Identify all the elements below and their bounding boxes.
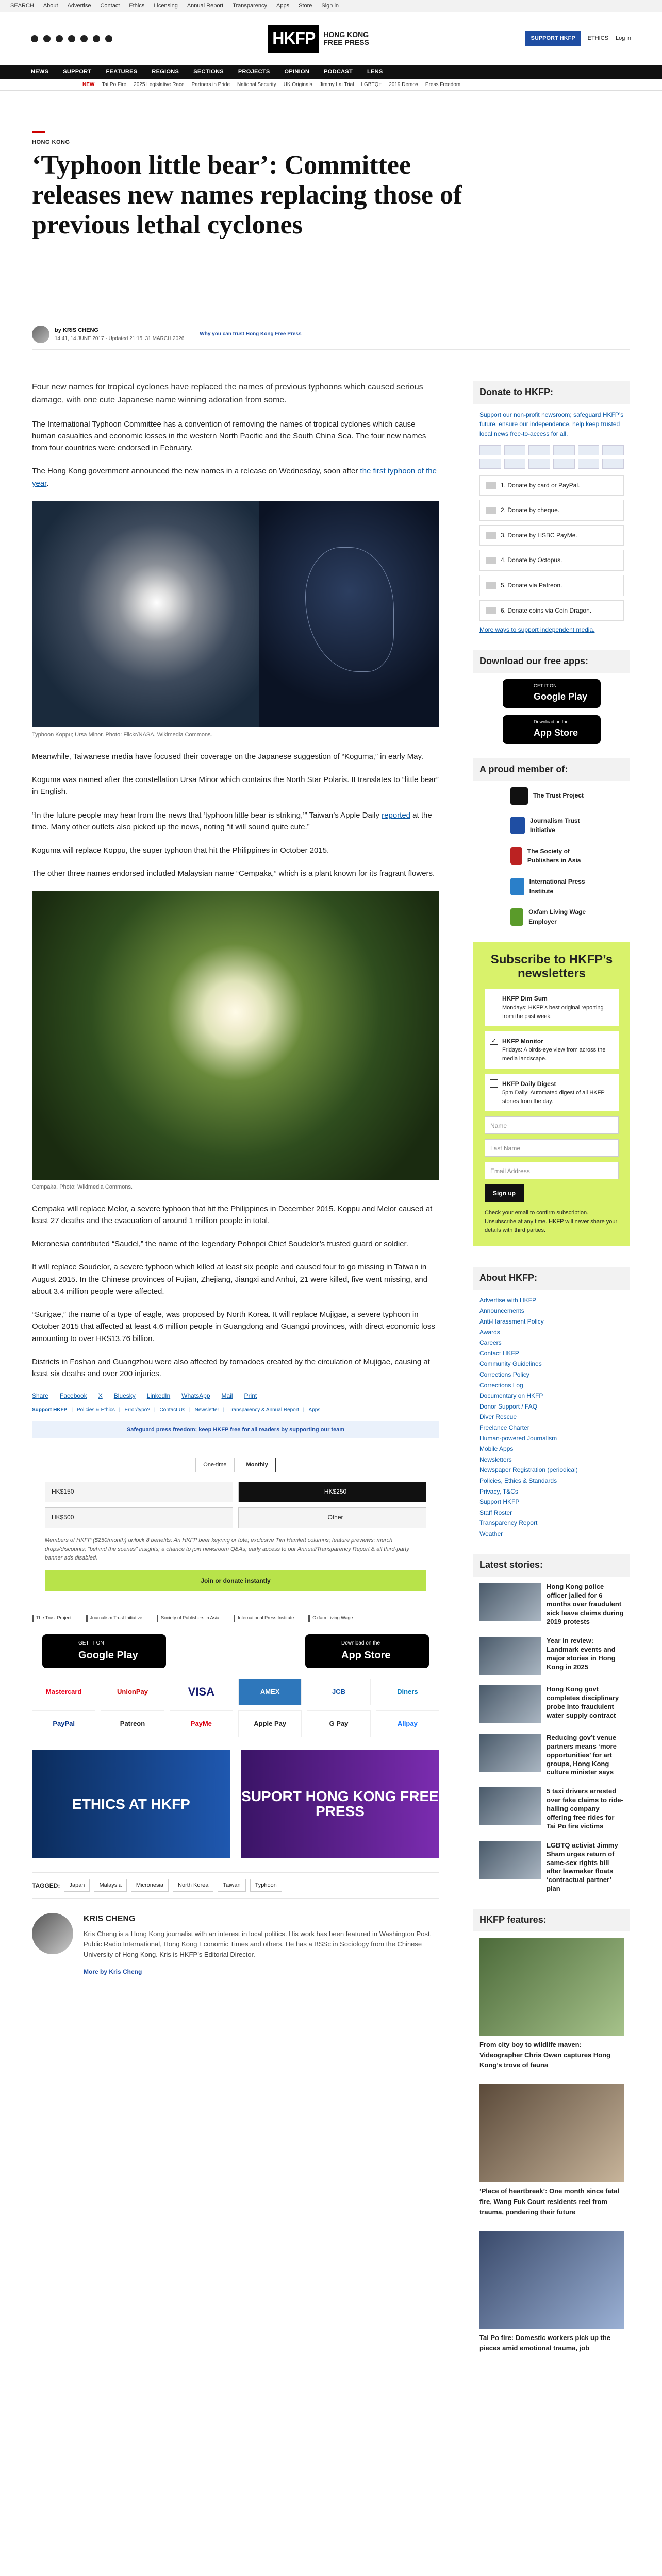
policy-link[interactable]: Apps — [308, 1407, 321, 1413]
member-logo[interactable]: International Press Institute — [510, 877, 593, 896]
figure-cempaka — [32, 891, 439, 1192]
constellation-photo — [259, 501, 439, 727]
card-icon — [578, 445, 600, 455]
payment-cards — [479, 445, 624, 469]
figure-typhoon — [32, 501, 439, 739]
sopa-icon — [510, 847, 522, 865]
payment-methods — [32, 1679, 439, 1737]
policy-link[interactable]: Policies & Ethics — [76, 1407, 115, 1413]
utility-link[interactable]: Annual Report — [187, 2, 224, 9]
jti-logo[interactable]: Journalism Trust Initiative — [86, 1615, 143, 1622]
utility-link[interactable]: Apps — [276, 2, 290, 9]
one-time-tab[interactable]: One-time — [195, 1458, 234, 1472]
amount-option-selected[interactable]: HK$250 — [238, 1482, 426, 1502]
author-name[interactable]: by KRIS CHENG — [55, 327, 98, 333]
tag[interactable]: Japan — [64, 1879, 90, 1892]
nav-podcast[interactable]: PODCAST — [324, 69, 353, 75]
share-linkedin[interactable]: LinkedIn — [146, 1392, 171, 1400]
apple-pay-icon: Apple Pay — [238, 1710, 302, 1737]
site-header — [0, 12, 662, 65]
trending-link[interactable]: Tai Po Fire — [102, 81, 127, 88]
ethics-banner[interactable]: ETHICS AT HKFP — [32, 1750, 230, 1858]
feature-list — [473, 1938, 630, 2353]
facebook-icon[interactable] — [31, 35, 38, 42]
article-title: ‘Typhoon little bear’: Committee releases new names replacing those of previous lethal cyclones — [32, 150, 462, 240]
checkbox[interactable] — [490, 1079, 498, 1088]
paragraph: “In the future people may hear from the news that ‘typhoon little bear is striking,’” Taiwan’s Apple Daily reported at the time. Many other outlets also picked up the news, noting “it will sound quite cute.” — [32, 810, 432, 832]
ipi-logo[interactable]: International Press Institute — [234, 1615, 294, 1622]
article-category[interactable]: HONG KONG — [32, 139, 70, 145]
logo-mark: HKFP — [268, 25, 319, 53]
policy-link[interactable]: Contact Us — [159, 1407, 186, 1413]
utility-link[interactable]: Licensing — [154, 2, 178, 9]
trending-link[interactable]: Press Freedom — [425, 81, 461, 88]
support-hkfp-button[interactable]: SUPPORT HKFP — [525, 31, 580, 46]
sign-in-link[interactable]: Sign in — [321, 2, 339, 9]
story-item[interactable]: Hong Kong police officer jailed for 6 months over fraudulent sick leave claims during 2019 protests — [479, 1583, 624, 1626]
trending-link[interactable]: 2025 Legislative Race — [134, 81, 185, 88]
more-ways-link[interactable]: More ways to support independent media. — [479, 626, 595, 634]
author-bio-name[interactable]: KRIS CHENG — [84, 1914, 136, 1924]
ethics-link[interactable]: ETHICS — [587, 35, 609, 42]
story-item[interactable]: LGBTQ activist Jimmy Sham urges return of same-sex rights bill after lawmaker floats ‘contractual partner’ plan — [479, 1841, 624, 1893]
alipay-icon: Alipay — [376, 1710, 439, 1737]
policy-links: Support HKFP | Policies & Ethics | Error/typo? | Contact Us | Newsletter | Transparency & Annual Report | Apps — [32, 1406, 439, 1414]
member-heading: A proud member of: — [473, 758, 630, 781]
about-link[interactable]: Corrections Log — [479, 1381, 523, 1389]
tag[interactable]: Micronesia — [131, 1879, 169, 1892]
author-bio-text: Kris Cheng is a Hong Kong journalist with an interest in local politics. His work has been featured in Washington Post, Public Radio International, Hong Kong Economic Times and others. He has a BSSc in Sociology from the Chinese University of Hong Kong. Kris is HKFP’s Editorial Director. — [84, 1930, 432, 1959]
card-icon — [602, 445, 624, 455]
author-avatar[interactable] — [32, 326, 49, 343]
card-icon — [486, 482, 496, 489]
newsletter-note: Check your email to confirm subscription. Unsubscribe at any time. HKFP will never share your details with third parties. — [485, 1209, 618, 1233]
more-by-author-link[interactable]: More by Kris Cheng — [84, 1968, 142, 1975]
share-bluesky[interactable]: Bluesky — [113, 1392, 136, 1400]
newsletter-option[interactable]: HKFP Dim Sum Mondays: HKFP’s best original reporting from the past week. — [485, 989, 619, 1026]
newsletter-signup — [473, 942, 630, 1246]
paragraph: “Surigae,” the name of a type of eagle, was proposed by North Korea. It will replace Mujigae, a severe typhoon in October 2015 that affected at least 4.6 million people in Guangdong and Guangxi provinces, with direct economic loss amounting to over HK$13.76 billion. — [32, 1310, 435, 1343]
about-link[interactable]: Newspaper Registration (periodical) — [479, 1466, 578, 1474]
sidebar-google-play-button[interactable]: GET IT ON Google Play — [503, 679, 601, 708]
share-print[interactable]: Print — [244, 1392, 257, 1400]
app-store-buttons — [42, 1634, 429, 1668]
instagram-icon[interactable] — [56, 35, 63, 42]
first-typhoon-link[interactable]: the first typhoon of the year — [32, 467, 437, 488]
sign-up-button[interactable]: Sign up — [485, 1184, 524, 1202]
checkbox-checked[interactable]: ✓ — [490, 1037, 498, 1045]
policy-link[interactable]: Error/typo? — [124, 1407, 150, 1413]
policy-link[interactable]: Transparency & Annual Report — [228, 1407, 299, 1413]
donate-option[interactable]: 5. Donate via Patreon. — [479, 575, 624, 596]
share-mail[interactable]: Mail — [221, 1392, 233, 1400]
main-nav — [0, 65, 662, 79]
site-logo[interactable] — [268, 25, 370, 53]
login-link[interactable]: Log in — [616, 35, 631, 42]
email-input[interactable]: Email Address — [485, 1162, 619, 1179]
cheque-icon — [486, 507, 496, 514]
satellite-photo — [32, 501, 259, 727]
newsletter-option[interactable]: HKFP Daily Digest 5pm Daily: Automated digest of all HKFP stories from the day. — [485, 1074, 619, 1112]
tag[interactable]: Typhoon — [250, 1879, 282, 1892]
card-icon — [479, 459, 501, 469]
about-link[interactable]: Transparency Report — [479, 1519, 538, 1527]
trending-link[interactable]: UK Originals — [283, 81, 312, 88]
donate-option[interactable]: 2. Donate by cheque. — [479, 500, 624, 521]
trust-project-logo[interactable]: The Trust Project — [32, 1615, 72, 1622]
utility-link[interactable]: Ethics — [129, 2, 145, 9]
member-benefits-note: Members of HKFP ($250/month) unlock 8 benefits: An HKFP beer keyring or tote; exclusive Tim Hamlett columns; feature previews; merch drops/discounts; “behind the scenes” insights; a chance to join newsroom Q&As; early access to our Annual/Transparency Report & all third-party banner ads disabled. — [45, 1537, 409, 1561]
kicker-rule — [32, 131, 45, 133]
about-link[interactable]: Human-powered Journalism — [479, 1434, 557, 1442]
jcb-icon: JCB — [307, 1679, 370, 1705]
support-banner[interactable]: SUPORT HONG KONG FREE PRESS — [241, 1750, 439, 1858]
story-item[interactable]: Hong Kong govt completes disciplinary probe into fraudulent water supply contract — [479, 1685, 624, 1723]
paragraph: It will replace Soudelor, a severe typhoon which killed at least six people and caused four to go missing in Taiwan in August 2015. In the Chinese provinces of Fujian, Zhejiang, Jiangxi and Anhui, 21 were killed, five went missing, and about 3.4 million people were affected. — [32, 1263, 428, 1296]
trending-link[interactable]: Jimmy Lai Trial — [319, 81, 354, 88]
about-link[interactable]: Policies, Ethics & Standards — [479, 1477, 557, 1484]
about-link[interactable]: Announcements — [479, 1307, 524, 1315]
about-link[interactable]: Diver Rescue — [479, 1413, 517, 1421]
card-icon — [504, 459, 526, 469]
feature-image[interactable] — [479, 2084, 624, 2182]
payme-icon — [486, 532, 496, 539]
telegram-icon[interactable] — [105, 35, 112, 42]
card-icon — [528, 459, 550, 469]
trust-link[interactable]: Why you can trust Hong Kong Free Press — [200, 331, 302, 337]
about-link[interactable]: Corrections Policy — [479, 1370, 529, 1378]
tag-list — [32, 1872, 439, 1899]
octopus-icon — [486, 557, 496, 564]
trending-bar — [0, 79, 662, 91]
feature-title[interactable]: Tai Po fire: Domestic workers pick up the pieces amid emotional trauma, job — [479, 2333, 611, 2352]
member-logo[interactable]: Oxfam Living Wage Employer — [510, 907, 593, 926]
paragraph: Koguma was named after the constellation Ursa Minor which contains the North Star Polaris. It translates to “little bear” in English. — [32, 775, 439, 796]
first-name-input[interactable]: Name — [485, 1116, 619, 1134]
tag[interactable]: North Korea — [173, 1879, 213, 1892]
trending-link[interactable]: Partners in Pride — [191, 81, 230, 88]
donate-option[interactable]: 3. Donate by HSBC PayMe. — [479, 525, 624, 546]
about-link[interactable]: Documentary on HKFP — [479, 1392, 543, 1400]
donate-option[interactable]: 4. Donate by Octopus. — [479, 550, 624, 571]
nav-sections[interactable]: SECTIONS — [193, 69, 224, 75]
latest-stories — [473, 1583, 630, 1893]
about-link[interactable]: Donor Support / FAQ — [479, 1402, 538, 1410]
trust-project-icon — [510, 787, 528, 805]
story-item[interactable]: Reducing gov’t venue partners means ‘more opportunities’ for art groups, Hong Kong culture minister says — [479, 1734, 624, 1777]
utility-bar — [0, 0, 662, 12]
lede-paragraph: Four new names for tropical cyclones have replaced the names of previous typhoons which caused serious damage, with one cute Japanese name winning adoration from some. — [32, 383, 423, 404]
linkedin-icon[interactable] — [93, 35, 100, 42]
article-body — [32, 381, 439, 1977]
paypal-icon: PayPal — [32, 1710, 95, 1737]
payme-icon: PayMe — [170, 1710, 233, 1737]
feature-title[interactable]: ‘Place of heartbreak’: One month since fatal fire, Wang Fuk Court residents reel from trauma, pondering their future — [479, 2187, 619, 2216]
about-link[interactable]: Support HKFP — [479, 1498, 520, 1506]
youtube-icon[interactable] — [80, 35, 88, 42]
join-donate-button[interactable]: Join or donate instantly — [45, 1570, 426, 1592]
sidebar-app-store-button[interactable]: Download on the App Store — [503, 715, 601, 744]
visa-icon: VISA — [170, 1679, 233, 1705]
about-link[interactable]: Careers — [479, 1339, 502, 1347]
policy-link[interactable]: Support HKFP — [32, 1407, 68, 1413]
nav-news[interactable]: NEWS — [31, 69, 49, 75]
tag[interactable]: Taiwan — [218, 1879, 245, 1892]
trending-link[interactable]: LGBTQ+ — [361, 81, 382, 88]
nav-lens[interactable]: LENS — [367, 69, 383, 75]
story-thumbnail[interactable] — [479, 1787, 541, 1825]
share-whatsapp[interactable]: WhatsApp — [181, 1392, 210, 1400]
tag[interactable]: Malaysia — [94, 1879, 126, 1892]
story-thumbnail[interactable] — [479, 1637, 541, 1675]
mastercard-icon: Mastercard — [32, 1679, 95, 1705]
promo-banners — [32, 1750, 439, 1858]
typhoon-image — [32, 501, 439, 727]
paragraph: Cempaka will replace Melor, a severe typhoon that hit the Philippines in December 2015. Koppu and Melor caused at least 27 deaths and the evacuation of around 1 million people in total. — [32, 1204, 433, 1225]
about-link[interactable]: Anti-Harassment Policy — [479, 1318, 544, 1326]
sidebar — [473, 381, 630, 2367]
paragraph: Meanwhile, Taiwanese media have focused their coverage on the Japanese suggestion of “Koguma,” in early May. — [32, 752, 424, 761]
share-x[interactable]: X — [98, 1392, 103, 1400]
member-logo[interactable]: The Trust Project — [510, 787, 593, 805]
unionpay-icon: UnionPay — [101, 1679, 164, 1705]
nav-projects[interactable]: PROJECTS — [238, 69, 270, 75]
donate-option[interactable]: 6. Donate coins via Coin Dragon. — [479, 600, 624, 621]
cempaka-image — [32, 891, 439, 1180]
reported-link[interactable]: reported — [382, 810, 411, 820]
story-thumbnail[interactable] — [479, 1734, 541, 1772]
paragraph: The other three names endorsed included Malaysian name “Cempaka,” which is a plant known for its fragrant flowers. — [32, 869, 435, 878]
about-link[interactable]: Staff Roster — [479, 1509, 512, 1516]
card-icon — [553, 459, 575, 469]
monthly-tab[interactable]: Monthly — [239, 1458, 276, 1472]
paragraph: The International Typhoon Committee has a convention of removing the names of tropical cyclones which cause human casualties and economic losses in the western North Pacific and the South China Sea. The four new names from four countries were endorsed in February. — [32, 419, 426, 453]
header-actions — [525, 31, 631, 46]
card-icon — [553, 445, 575, 455]
author-photo[interactable] — [32, 1913, 73, 1954]
about-link[interactable]: Weather — [479, 1530, 503, 1537]
features-heading: HKFP features: — [473, 1909, 630, 1931]
support-link[interactable]: Support our non-profit newsroom; safeguard HKFP’s future, ensure our independence, help keep trusted local news free-to-access for all. — [479, 411, 624, 438]
amount-option-other[interactable]: Other — [238, 1507, 426, 1528]
paragraph: The Hong Kong government announced the new names in a release on Wednesday, soon after the first typhoon of the year. — [32, 467, 437, 488]
utility-link[interactable]: About — [43, 2, 58, 9]
story-item[interactable]: 5 taxi drivers arrested over fake claims to ride-hailing company offering free rides for Tai Po fire victims — [479, 1787, 624, 1831]
checkbox[interactable] — [490, 994, 498, 1002]
member-logo[interactable]: The Society of Publishers in Asia — [510, 846, 593, 866]
card-icon — [578, 459, 600, 469]
story-thumbnail[interactable] — [479, 1841, 541, 1879]
amount-option[interactable]: HK$500 — [45, 1507, 233, 1528]
nav-regions[interactable]: REGIONS — [152, 69, 179, 75]
donate-panel — [32, 1447, 439, 1603]
about-link[interactable]: Newsletters — [479, 1455, 512, 1463]
feature-image[interactable] — [479, 2231, 624, 2329]
nav-support[interactable]: SUPPORT — [63, 69, 92, 75]
utility-link[interactable]: Contact — [100, 2, 120, 9]
nav-features[interactable]: FEATURES — [106, 69, 138, 75]
card-icon — [479, 445, 501, 455]
google-play-button[interactable]: GET IT ON Google Play — [42, 1634, 166, 1668]
x-icon[interactable] — [43, 35, 51, 42]
paragraph: Micronesia contributed “Saudel,” the name of the legendary Pohnpei Chief Soudelor’s trusted guard or soldier. — [32, 1240, 408, 1249]
apps-heading: Download our free apps: — [473, 650, 630, 673]
tags-label: TAGGED: — [32, 1882, 60, 1889]
image-caption: Cempaka. Photo: Wikimedia Commons. — [32, 1183, 133, 1190]
trending-link[interactable]: 2019 Demos — [389, 81, 418, 88]
image-caption: Typhoon Koppu; Ursa Minor. Photo: Flickr/NASA, Wikimedia Commons. — [32, 731, 212, 738]
feature-title[interactable]: From city boy to wildlife maven: Videographer Chris Owen captures Hong Kong’s trove of fauna — [479, 2040, 611, 2070]
story-thumbnail[interactable] — [479, 1583, 541, 1621]
google-pay-icon: G Pay — [307, 1710, 370, 1737]
diners-icon: Diners — [376, 1679, 439, 1705]
about-list — [473, 1296, 630, 1539]
story-thumbnail[interactable] — [479, 1685, 541, 1723]
about-link[interactable]: Advertise with HKFP — [479, 1296, 537, 1304]
threads-icon[interactable] — [68, 35, 75, 42]
about-link[interactable]: Privacy, T&Cs — [479, 1487, 518, 1495]
newsletter-option[interactable]: ✓ HKFP Monitor Fridays: A birds-eye view from across the media landscape. — [485, 1031, 619, 1069]
donate-option[interactable]: 1. Donate by card or PayPal. — [479, 475, 624, 496]
amount-options — [45, 1482, 426, 1528]
utility-link[interactable]: Advertise — [67, 2, 91, 9]
social-icons — [31, 35, 112, 42]
feature-image[interactable] — [479, 1938, 624, 2036]
about-link[interactable]: Mobile Apps — [479, 1445, 514, 1453]
logo-wordmark: HONG KONG FREE PRESS — [323, 30, 369, 46]
share-facebook[interactable]: Facebook — [60, 1392, 87, 1400]
card-icon — [602, 459, 624, 469]
amount-option[interactable]: HK$150 — [45, 1482, 233, 1502]
sopa-logo[interactable]: Society of Publishers in Asia — [157, 1615, 219, 1622]
amex-icon: AMEX — [238, 1679, 302, 1705]
jti-icon — [510, 817, 525, 834]
coin-dragon-icon — [486, 607, 496, 614]
donate-heading: Donate to HKFP: — [473, 381, 630, 404]
search-link[interactable]: SEARCH — [10, 2, 34, 9]
about-heading: About HKFP: — [473, 1267, 630, 1290]
nav-opinion[interactable]: OPINION — [284, 69, 310, 75]
patreon-icon — [486, 582, 496, 589]
author-bio — [32, 1913, 439, 1977]
byline — [32, 326, 630, 350]
oxfam-logo[interactable]: Oxfam Living Wage — [308, 1615, 353, 1622]
new-label: NEW — [82, 81, 95, 88]
utility-link[interactable]: Store — [299, 2, 312, 9]
frequency-toggle — [45, 1458, 426, 1472]
about-link[interactable]: Awards — [479, 1328, 500, 1336]
about-link[interactable]: Freelance Charter — [479, 1423, 529, 1431]
paragraph: Koguma will replace Koppu, the super typhoon that hit the Philippines in October 2015. — [32, 846, 329, 855]
patreon-icon: Patreon — [101, 1710, 164, 1737]
oxfam-icon — [510, 908, 523, 926]
share-label[interactable]: Share — [32, 1392, 49, 1400]
about-link[interactable]: Contact HKFP — [479, 1349, 519, 1357]
member-logo[interactable]: Journalism Trust Initiative — [510, 816, 593, 835]
card-icon — [504, 445, 526, 455]
last-name-input[interactable]: Last Name — [485, 1139, 619, 1157]
app-store-button[interactable]: Download on the App Store — [305, 1634, 429, 1668]
paragraph: Districts in Foshan and Guangzhou were also affected by tornadoes created by the circulation of Mujigae, causing at least six deaths and over 200 injuries. — [32, 1357, 430, 1379]
story-item[interactable]: Year in review: Landmark events and major stories in Hong Kong in 2025 — [479, 1637, 624, 1675]
support-text — [479, 410, 624, 439]
partner-logos — [32, 1615, 439, 1622]
safeguard-banner[interactable]: Safeguard press freedom; keep HKFP free for all readers by supporting our team — [32, 1421, 439, 1438]
ipi-icon — [510, 878, 524, 895]
latest-heading: Latest stories: — [473, 1554, 630, 1577]
card-icon — [528, 445, 550, 455]
newsletter-title: Subscribe to HKFP’s newsletters — [490, 953, 613, 980]
about-link[interactable]: Community Guidelines — [479, 1360, 542, 1368]
utility-link[interactable]: Transparency — [233, 2, 267, 9]
publish-date: 14:41, 14 JUNE 2017 · Updated 21:15, 31 MARCH 2026 — [55, 335, 185, 342]
share-bar — [32, 1391, 439, 1401]
trending-link[interactable]: National Security — [237, 81, 276, 88]
policy-link[interactable]: Newsletter — [194, 1407, 219, 1413]
